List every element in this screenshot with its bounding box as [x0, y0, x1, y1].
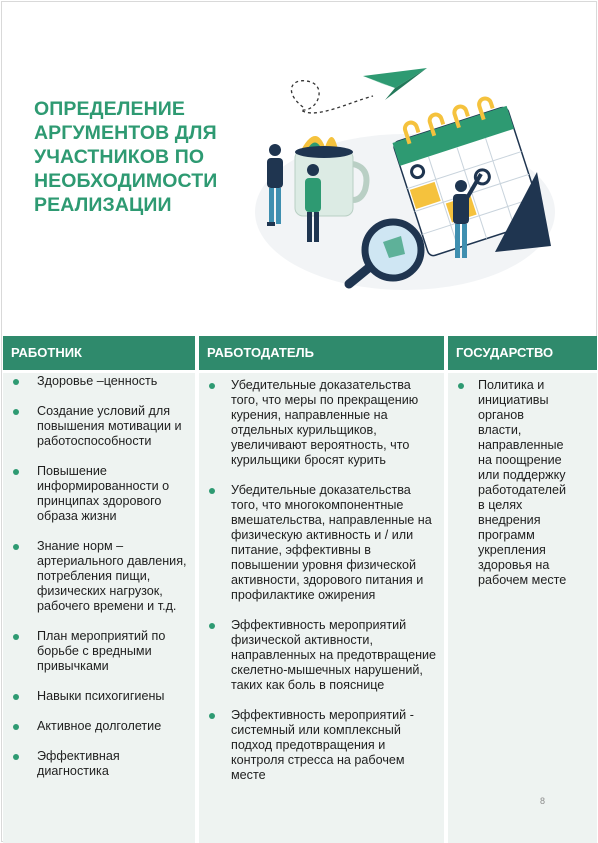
- column-header-employee: РАБОТНИК: [3, 336, 195, 370]
- list-item: Эффективная диагностика: [13, 749, 193, 779]
- list-item: Убедительные доказательства того, что меры по прекращению курения, направленные на отдельных курильщиков, увеличивают вероятность, что курильщики бросят курить: [209, 378, 439, 468]
- paper-plane-icon: [363, 68, 427, 100]
- page-title: ОПРЕДЕЛЕНИЕ АРГУМЕНТОВ ДЛЯ УЧАСТНИКОВ ПО НЕОБХОДИМОСТИ РЕАЛИЗАЦИИ: [34, 98, 218, 216]
- list-item: Здоровье –ценность: [13, 374, 193, 389]
- arguments-table: [3, 336, 597, 843]
- list-item: Убедительные доказательства того, что многокомпонентные вмешательства, направленные на физическую активность и / или питание, эффективны в повышении уровня физической активности, здорового питания и профилактике ожирения: [209, 483, 439, 603]
- list-item: План мероприятий по борьбе с вредными привычками: [13, 629, 193, 674]
- list-item: Эффективность мероприятий - системный или комплексный подход предотвращения и контроля стресса на рабочем месте: [209, 708, 439, 783]
- list-item: Навыки психогигиены: [13, 689, 193, 704]
- column-employer: [199, 336, 444, 843]
- column-state: [448, 336, 597, 843]
- list-item: Повышение информированности о принципах здорового образа жизни: [13, 464, 193, 524]
- page-number: 8: [540, 796, 546, 806]
- employee-list: [13, 374, 195, 779]
- list-item: Создание условий для повышения мотивации и работоспособности: [13, 404, 193, 449]
- state-list: [458, 374, 597, 588]
- column-header-state: ГОСУДАРСТВО: [448, 336, 597, 370]
- list-item: Активное долголетие: [13, 719, 193, 734]
- column-employee: [3, 336, 195, 843]
- list-item: Политика и инициативы органов власти, направленные на поощрение или поддержку работодателей в целях внедрения программ укрепления здоровья на рабочем месте: [458, 378, 570, 588]
- column-header-employer: РАБОТОДАТЕЛЬ: [199, 336, 444, 370]
- flight-path: [291, 81, 373, 113]
- list-item: Знание норм – артериального давления, потребления пищи, физических нагрузок, рабочего времени и т.д.: [13, 539, 193, 614]
- employer-list: [209, 374, 444, 783]
- list-item: Эффективность мероприятий физической активности, направленных на предотвращение скелетно-мышечных нарушений, таких как боль в пояснице: [209, 618, 439, 693]
- header-illustration: [255, 62, 565, 302]
